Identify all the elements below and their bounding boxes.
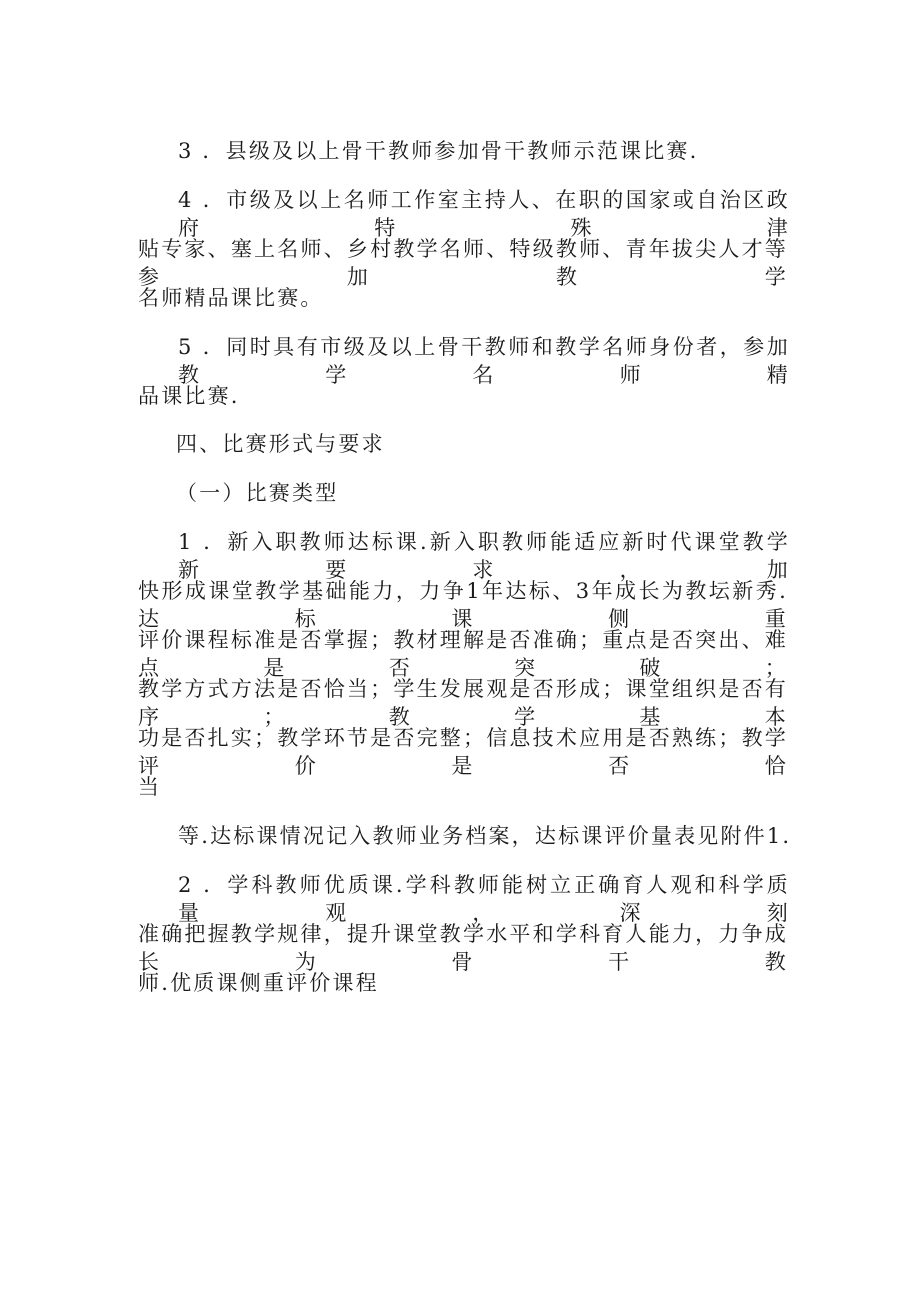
item-1-line-7: 等.达标课情况记入教师业务档案，达标课评价量表见附件1. [178,824,792,848]
item-2-line-3: 师.优质课侧重评价课程 [138,971,379,995]
section-heading: 四、比赛形式与要求 [176,432,385,456]
item-1-line-4: 教学方式方法是否恰当；学生发展观是否形成；课堂组织是否有序；教学基本 [138,677,788,729]
item-1-line-2: 快形成课堂教学基础能力，力争1年达标、3年成长为教坛新秀.达标课侧重 [138,579,788,631]
item-1-line-1: 1 ．新入职教师达标课.新入职教师能适应新时代课堂教学新要求，加 [178,530,790,582]
item-1-line-3: 评价课程标准是否掌握；教材理解是否准确；重点是否突出、难点是否突破； [138,628,788,680]
paragraph-5-line-1: 5 ．同时具有市级及以上骨干教师和教学名师身份者，参加教学名师精 [178,335,790,387]
paragraph-4-line-1: 4 ．市级及以上名师工作室主持人、在职的国家或自治区政府特殊津 [178,188,790,240]
item-2-line-1: 2 ．学科教师优质课.学科教师能树立正确育人观和科学质量观，深刻 [178,873,790,925]
paragraph-4-line-3: 名师精品课比赛。 [138,286,324,310]
subsection-heading: （一）比赛类型 [176,481,339,505]
item-1-line-6: 当 [138,775,162,799]
paragraph-4-line-2: 贴专家、塞上名师、乡村教学名师、特级教师、青年拔尖人才等参加教学 [138,237,788,289]
paragraph-5-line-2: 品课比赛. [138,384,240,408]
item-2-line-2: 准确把握教学规律，提升课堂教学水平和学科育人能力，力争成长为骨干教 [138,922,788,974]
item-1-line-5: 功是否扎实；教学环节是否完整；信息技术应用是否熟练；教学评价是否恰 [138,726,788,778]
paragraph-3-line-1: 3 ．县级及以上骨干教师参加骨干教师示范课比赛. [178,139,699,163]
